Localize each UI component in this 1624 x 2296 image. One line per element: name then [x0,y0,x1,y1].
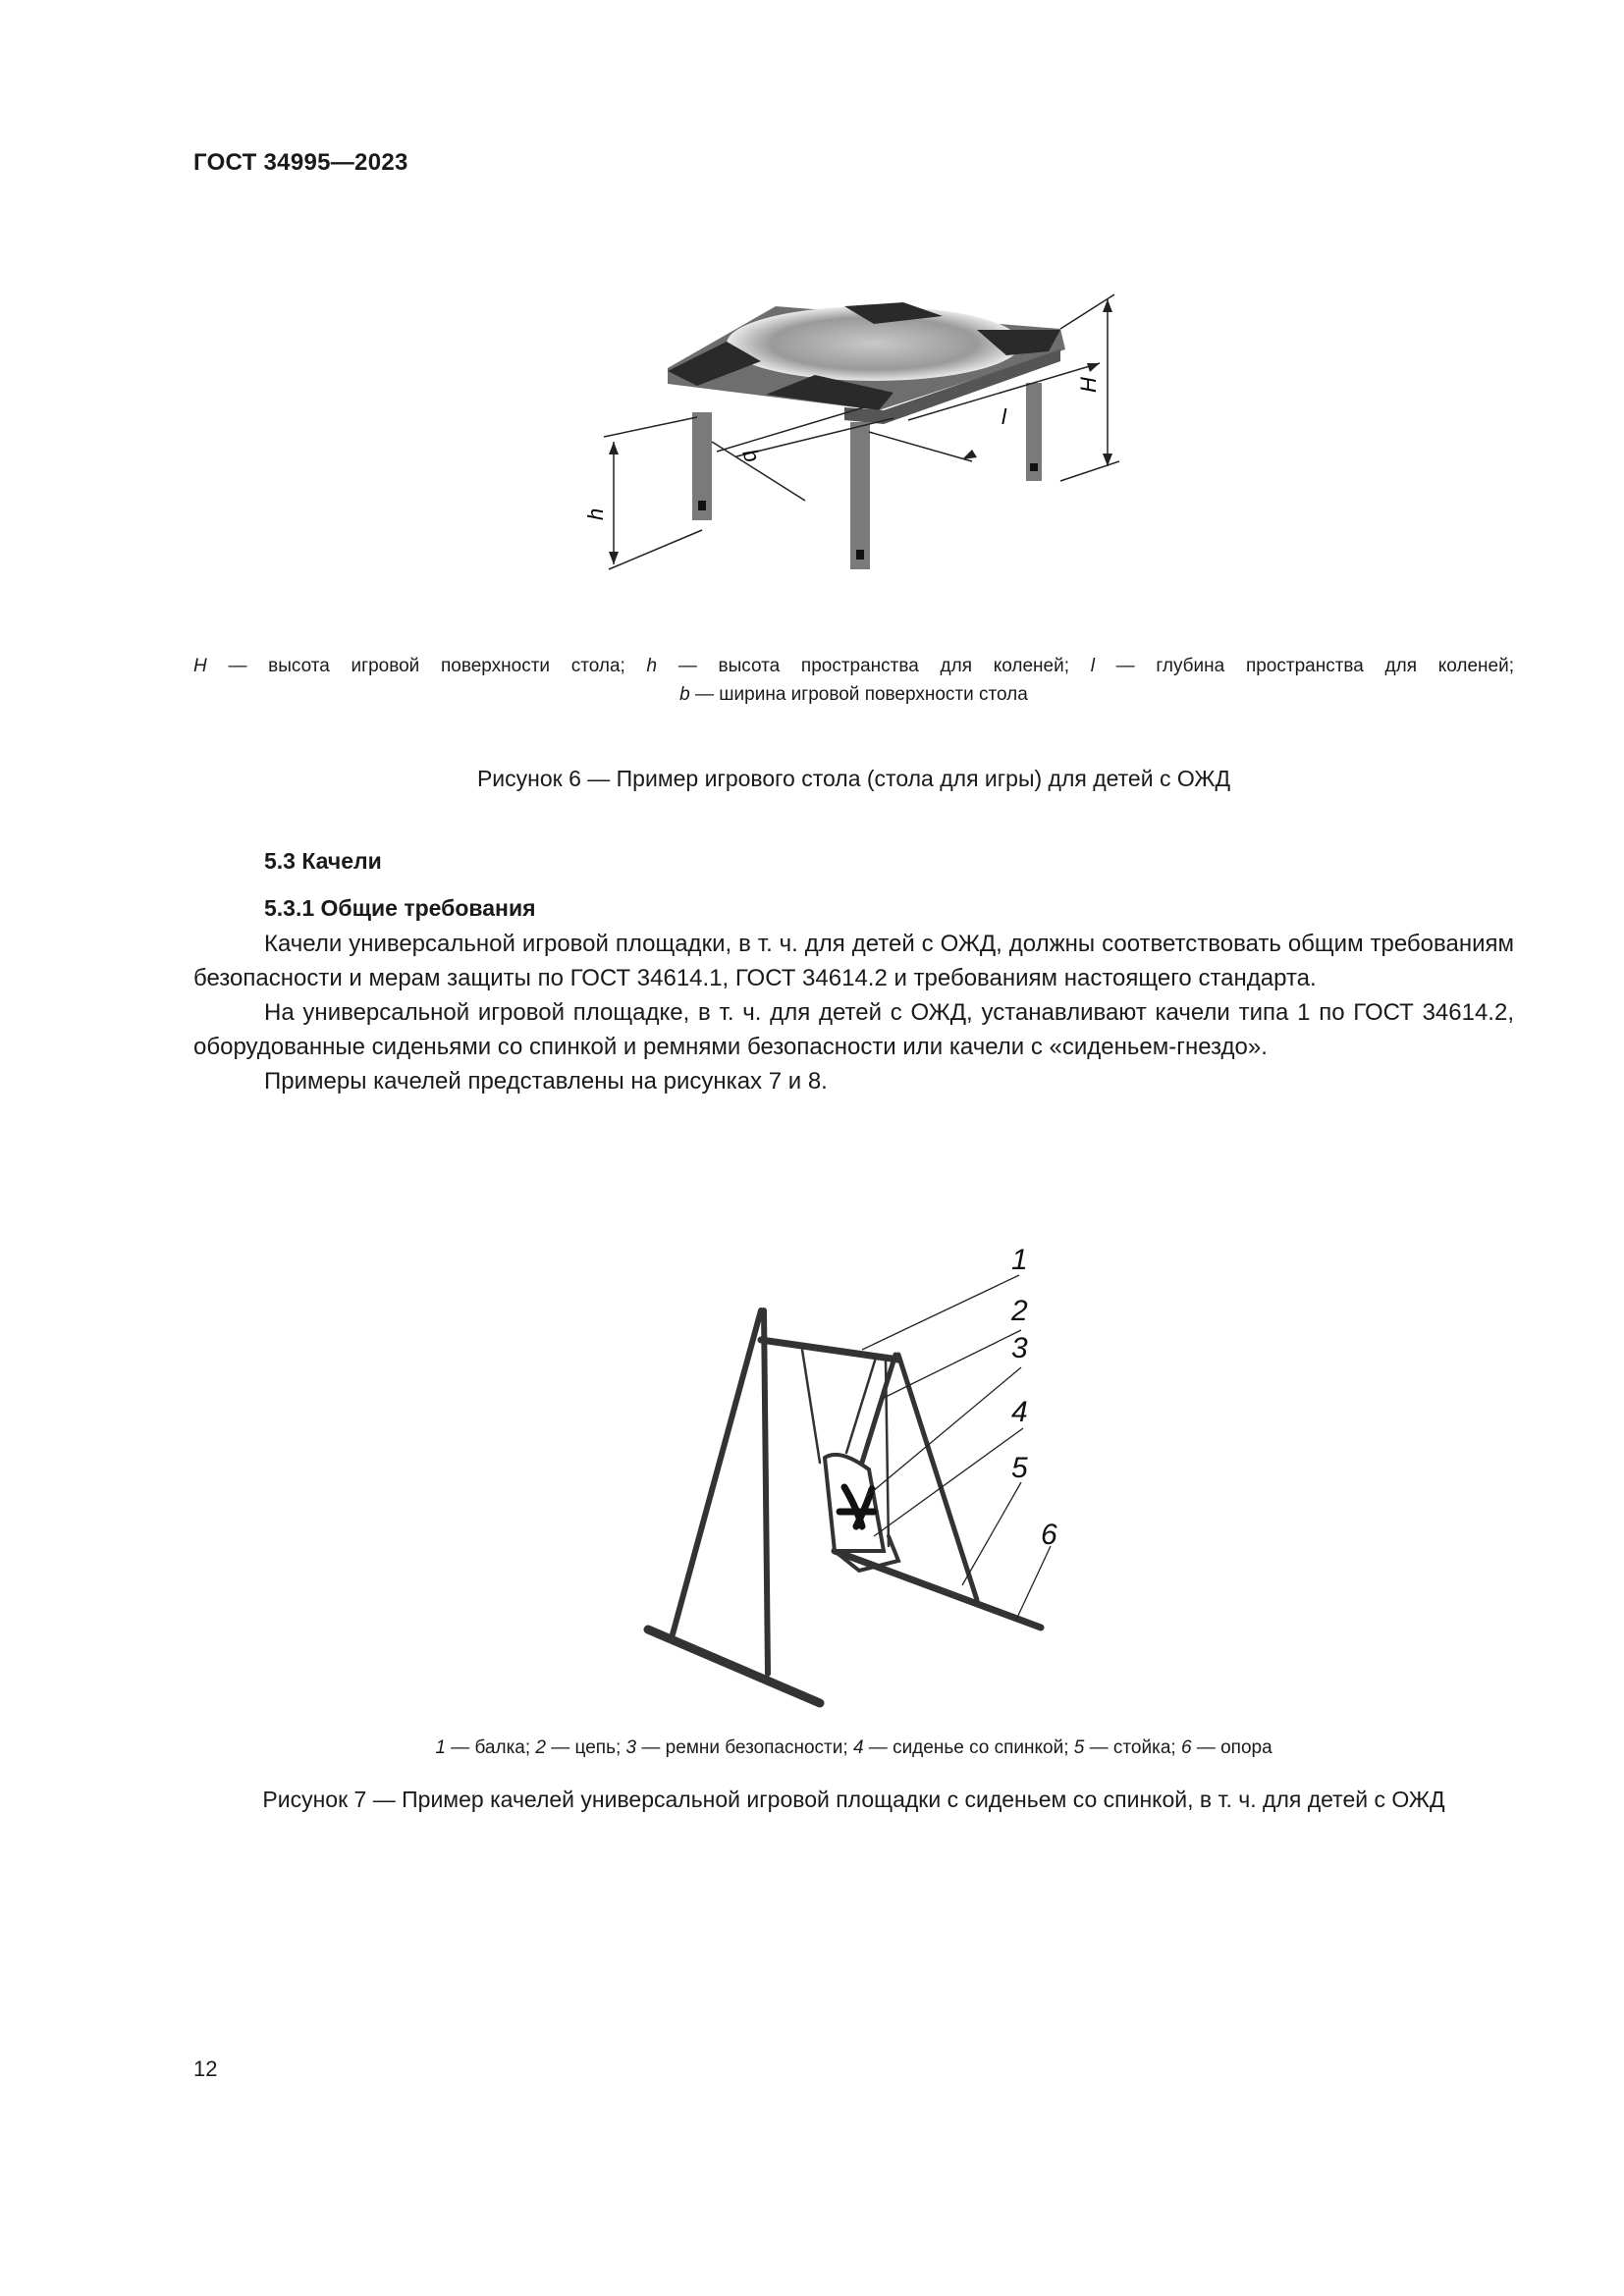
left-post-front [764,1310,768,1674]
chain-left [802,1350,820,1463]
callout-4: 4 [1011,1396,1028,1428]
left-base [648,1629,820,1703]
callout-6: 6 [1041,1519,1057,1551]
figure-6-legend: H — высота игровой поверхности стола; h — высота пространства для коленей; l — глубина пространства для коленей; b — ширина игровой поверхности стола [193,656,1515,705]
section-body [193,927,1514,1098]
figure-6-caption: Рисунок 6 — Пример игрового стола (стола для игры) для детей с ОЖД [476,766,1231,791]
figure-6-table-drawing [569,245,1119,618]
label-H: H [1076,377,1101,393]
section-heading-5-3-1: 5.3.1 Общие требования [264,895,536,921]
callout-1: 1 [1011,1244,1028,1276]
section-heading-5-3: 5.3 Качели [264,848,382,874]
paragraph-3: Примеры качелей представлены на рисунках 7 и 8. [264,1068,828,1095]
paragraph-2: На универсальной игровой площадке, в т. ч. для детей с ОЖД, устанавливают качели типа 1 по ГОСТ 34614.2, оборудованные сиденьями со спинкой и ремнями безопасности или качели с «сиденьем-гнездо». [193,999,1514,1060]
right-base [835,1551,1041,1628]
right-post [898,1355,977,1600]
figure-7-caption: Рисунок 7 — Пример качелей универсальной игровой площадки с сиденьем со спинкой, в т. ч. для детей с ОЖД [262,1787,1445,1812]
callout-2: 2 [1011,1295,1028,1327]
table-leg-front [850,422,870,569]
label-b: b [737,445,766,466]
callout-5: 5 [1011,1452,1028,1484]
paragraph-1: Качели универсальной игровой площадки, в т. ч. для детей с ОЖД, должны соответствовать общим требованиям безопасности и мерам защиты по ГОСТ 34614.1, ГОСТ 34614.2 и требованиям настоящего стандарта. [193,931,1514,991]
callout-3: 3 [1011,1332,1028,1364]
label-l: l [1001,404,1006,429]
label-h: h [583,507,608,520]
document-header: ГОСТ 34995—2023 [193,149,408,176]
page-number: 12 [193,2056,218,2081]
chain-right [886,1360,889,1546]
left-post-back [673,1310,761,1634]
figure-7-legend: 1 — балка; 2 — цепь; 3 — ремни безопасности; 4 — сиденье со спинкой; 5 — стойка; 6 — опора [435,1737,1272,1758]
figure-7-swing-drawing [638,1212,1060,1723]
